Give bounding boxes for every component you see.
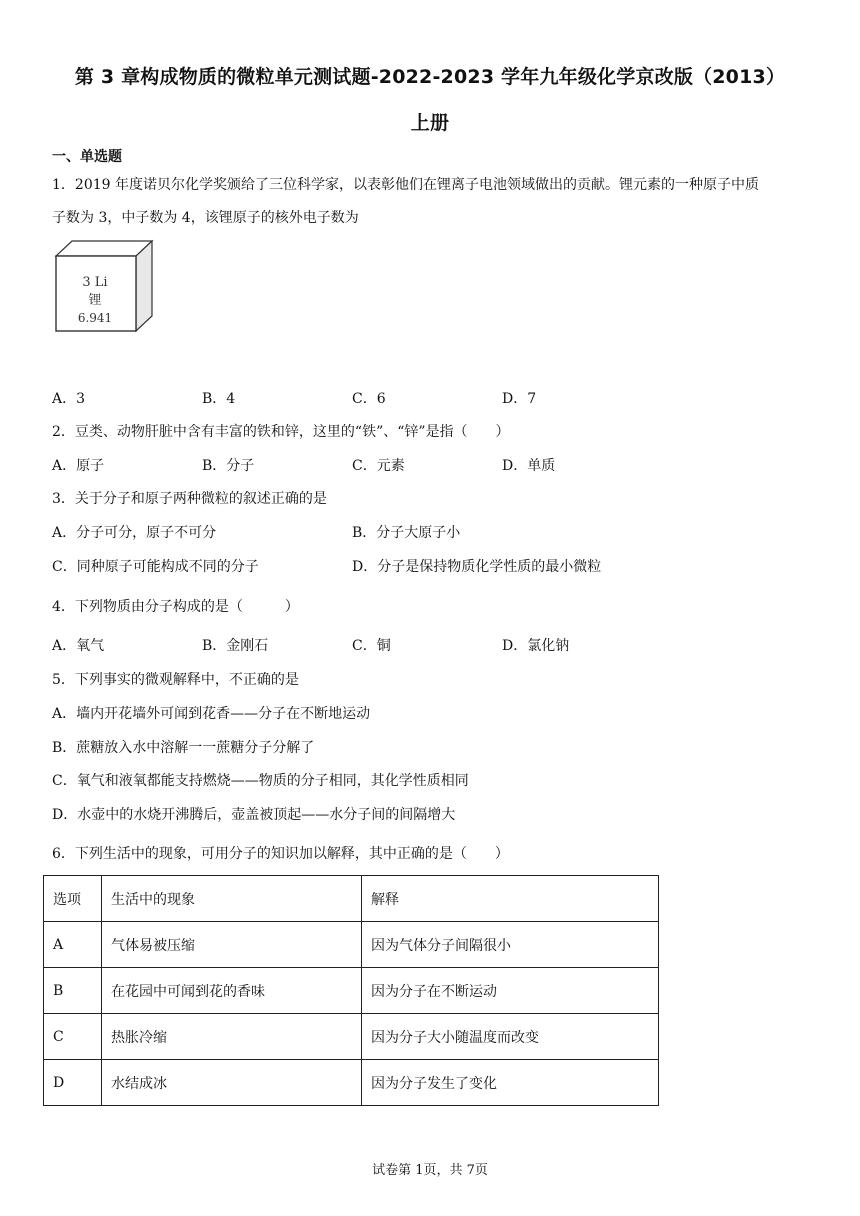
table-header-cell: 选项 bbox=[44, 876, 102, 922]
table-row bbox=[44, 1060, 659, 1106]
table-row bbox=[44, 922, 659, 968]
page-title-line2: 上册 bbox=[410, 112, 450, 134]
table-cell: 因为分子大小随温度而改变 bbox=[362, 1014, 659, 1060]
q5-option-d: D．水壶中的水烧开沸腾后，壶盖被顶起——水分子间的间隔增大 bbox=[52, 807, 456, 823]
q2-option-a: A．原子 bbox=[52, 458, 105, 474]
table-cell: D bbox=[44, 1060, 102, 1106]
q5-stem: 5．下列事实的微观解释中，不正确的是 bbox=[52, 672, 299, 688]
q4-stem: 4．下列物质由分子构成的是（ ） bbox=[52, 599, 299, 615]
q2-option-b: B．分子 bbox=[202, 458, 255, 474]
q1-option-a: A．3 bbox=[52, 391, 86, 407]
q1-stem-line2: 子数为 3，中子数为 4，该锂原子的核外电子数为 bbox=[52, 210, 359, 226]
q2-stem: 2．豆类、动物肝脏中含有丰富的铁和锌，这里的“铁”、“锌”是指（ ） bbox=[52, 424, 510, 440]
page-footer: 试卷第 1页，共 7页 bbox=[372, 1163, 488, 1178]
q3-option-b: B．分子大原子小 bbox=[352, 525, 461, 541]
q4-option-b: B．金刚石 bbox=[202, 638, 269, 654]
table-cell: 因为分子在不断运动 bbox=[362, 968, 659, 1014]
q5-option-b: B．蔗糖放入水中溶解一一蔗糖分子分解了 bbox=[52, 740, 315, 756]
q1-option-c: C．6 bbox=[352, 391, 386, 407]
q2-option-d: D．单质 bbox=[502, 458, 556, 474]
q4-option-a: A．氧气 bbox=[52, 638, 105, 654]
q3-option-d: D．分子是保持物质化学性质的最小微粒 bbox=[352, 559, 602, 575]
q3-option-a: A．分子可分，原子不可分 bbox=[52, 525, 217, 541]
table-cell: B bbox=[44, 968, 102, 1014]
q3-option-c: C．同种原子可能构成不同的分子 bbox=[52, 559, 259, 575]
table-cell: 因为分子发生了变化 bbox=[362, 1060, 659, 1106]
table-row bbox=[44, 968, 659, 1014]
table-cell: C bbox=[44, 1014, 102, 1060]
q5-option-a: A．墙内开花墙外可闻到花香——分子在不断地运动 bbox=[52, 706, 371, 722]
q2-option-c: C．元素 bbox=[352, 458, 405, 474]
table-cell: 因为气体分子间隔很小 bbox=[362, 922, 659, 968]
q1-stem-line1: 1．2019 年度诺贝尔化学奖颁给了三位科学家，以表彰他们在锂离子电池领域做出的贡献。锂元素的一种原子中质 bbox=[52, 177, 759, 193]
table-cell: 气体易被压缩 bbox=[102, 922, 362, 968]
q6-stem: 6．下列生活中的现象，可用分子的知识加以解释，其中正确的是（ ） bbox=[52, 846, 509, 862]
q6-table bbox=[43, 875, 659, 1106]
lithium-element-cube bbox=[52, 238, 156, 338]
table-cell: A bbox=[44, 922, 102, 968]
q1-option-b: B．4 bbox=[202, 391, 236, 407]
table-cell: 在花园中可闻到花的香味 bbox=[102, 968, 362, 1014]
section-heading: 一、单选题 bbox=[52, 149, 122, 165]
element-number-symbol: 3 Li bbox=[82, 275, 108, 290]
q4-option-d: D．氯化钠 bbox=[502, 638, 570, 654]
q3-stem: 3．关于分子和原子两种微粒的叙述正确的是 bbox=[52, 491, 327, 507]
table-header-row bbox=[44, 876, 659, 922]
table-cell: 热胀冷缩 bbox=[102, 1014, 362, 1060]
table-header-cell: 生活中的现象 bbox=[102, 876, 362, 922]
q1-option-d: D．7 bbox=[502, 391, 537, 407]
page-title: 第 3 章构成物质的微粒单元测试题-2022-2023 学年九年级化学京改版（2013） bbox=[74, 66, 786, 88]
element-mass: 6.941 bbox=[77, 311, 113, 325]
table-cell: 水结成冰 bbox=[102, 1060, 362, 1106]
q5-option-c: C．氧气和液氧都能支持燃烧——物质的分子相同，其化学性质相同 bbox=[52, 773, 469, 789]
table-row bbox=[44, 1014, 659, 1060]
element-name: 锂 bbox=[88, 293, 102, 308]
q4-option-c: C．铜 bbox=[352, 638, 391, 654]
table-header-cell: 解释 bbox=[362, 876, 659, 922]
